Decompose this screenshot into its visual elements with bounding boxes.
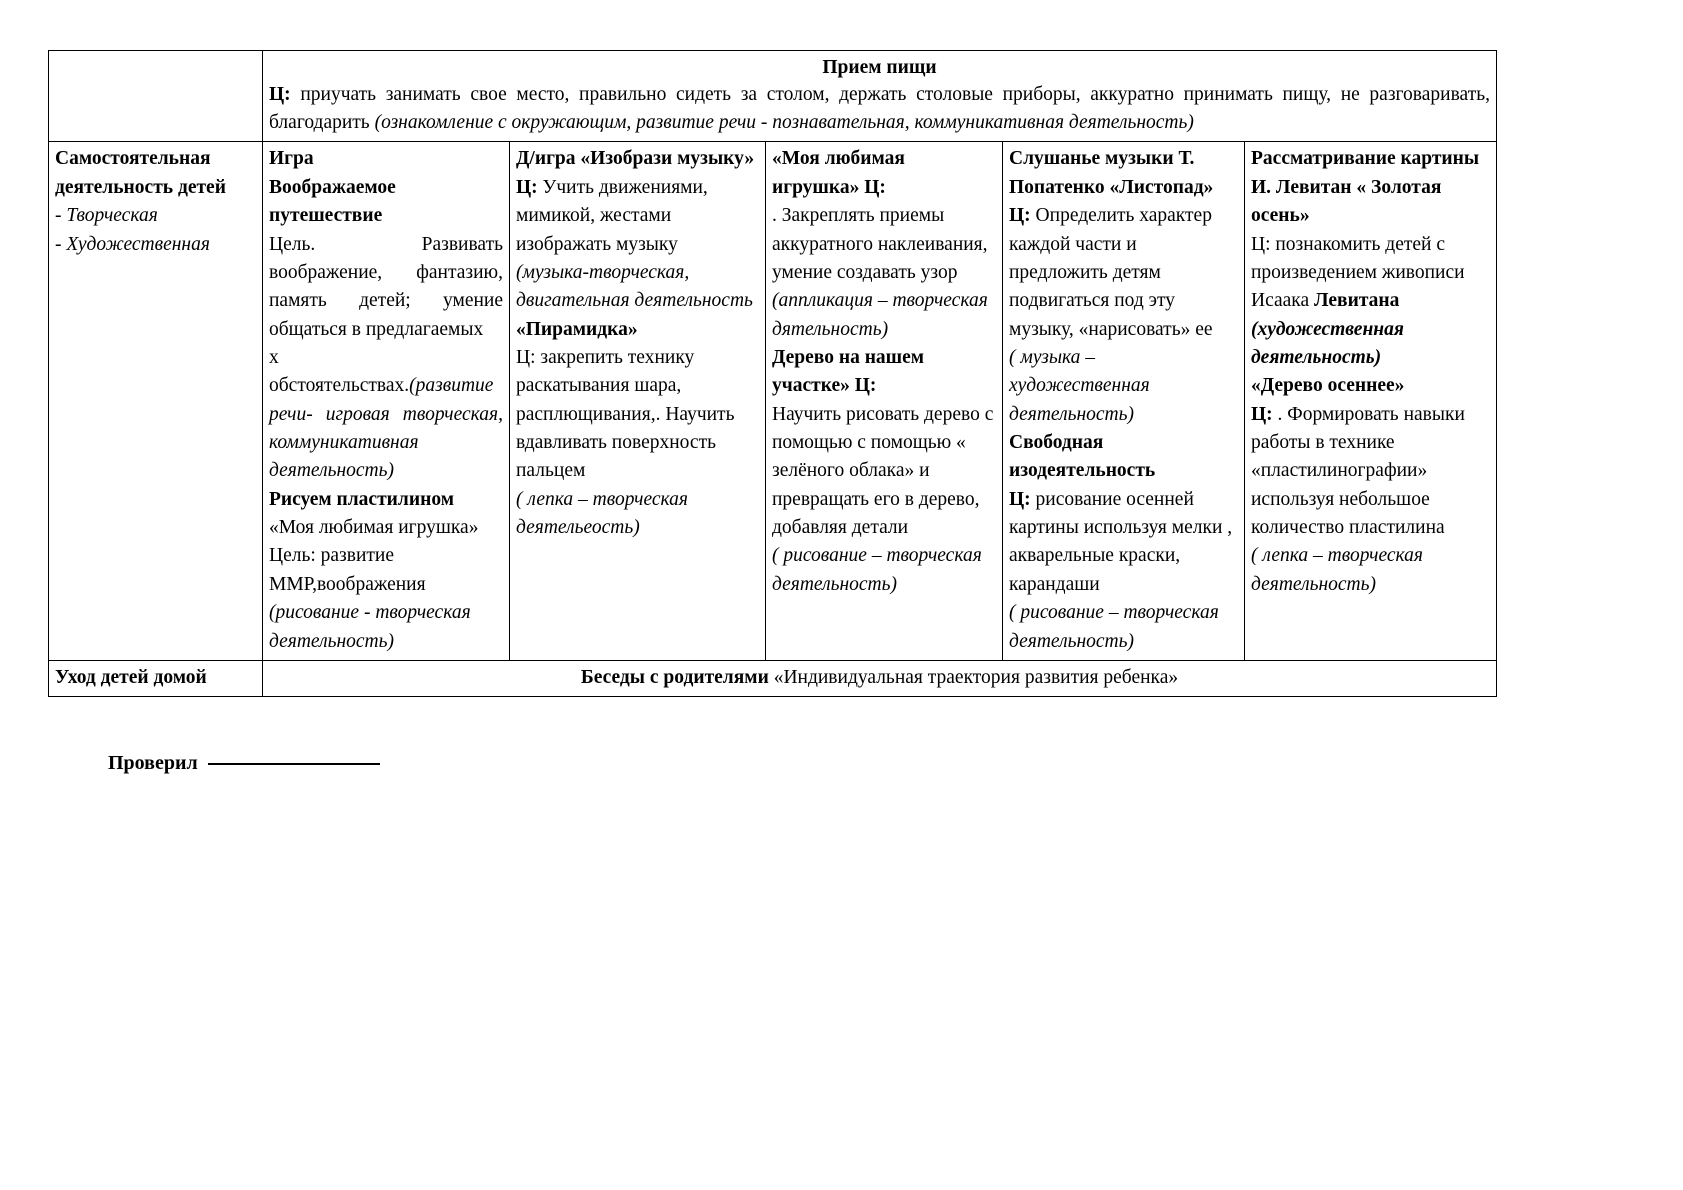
signature-label: Проверил	[108, 752, 198, 774]
going-home-normal-part: «Индивидуальная траектория развития ребенка»	[773, 666, 1179, 688]
activity-cell-favourite-toy	[766, 142, 1003, 660]
meal-goal-prefix: Ц:	[269, 84, 291, 106]
pyramid-tag: ( лепка – творческая деятельеость)	[516, 488, 688, 539]
signature-line	[108, 752, 380, 775]
listening-goal-text: Определить характер каждой части и предложить детям подвигаться под эту музыку, «нарисовать» ее	[1009, 205, 1213, 340]
pyramid-goal: Ц: закрепить технику раскатывания шара, расплющивания,. Научить вдавливать поверхность пальцем	[516, 346, 735, 482]
autumn-tree-tag: ( лепка – творческая деятельность)	[1251, 545, 1423, 595]
going-home-bold-part: Беседы с родителями	[580, 666, 774, 688]
activity-circumstances	[269, 372, 503, 485]
tree-tag: ( рисование – творческая деятельность)	[772, 545, 982, 595]
table-row-independent-activity	[49, 142, 1497, 660]
pyramid-heading: «Пирамидка»	[516, 318, 638, 340]
dgame-goal-prefix: Ц:	[516, 176, 538, 198]
dgame-goal-text: Учить движениями, мимикой, жестами изображать музыку	[516, 176, 708, 255]
painting-goal: Ц: познакомить детей с произведением живописи	[1251, 233, 1465, 283]
autumn-tree-heading: «Дерево осеннее»	[1251, 375, 1405, 397]
activity-cell-painting-review	[1245, 142, 1497, 660]
activity-cell-listening-music	[1003, 142, 1245, 660]
tree-heading: Дерево на нашем участке» Ц:	[772, 346, 925, 397]
activity-goal: Цель. Развивать воображение, фантазию, память детей; умение общаться в предлагаемых	[269, 233, 503, 340]
activity-plasticine-heading: Рисуем пластилином	[269, 488, 454, 510]
painting-author	[1251, 287, 1490, 315]
free-art-heading: Свободная изодеятельность	[1009, 432, 1156, 482]
painting-subheading: И. Левитан « Золотая осень»	[1251, 176, 1442, 227]
meal-empty-cell	[49, 51, 263, 142]
tree-goal: Научить рисовать дерево с помощью с помощью « зелёного облака» и превращать его в дерево, добавляя детали	[772, 403, 994, 539]
row-label-cell	[49, 142, 263, 660]
activity-heading: Игра	[269, 148, 314, 170]
going-home-label: Уход детей домой	[49, 660, 263, 696]
activity-cell-imaginary-trip	[263, 142, 510, 660]
painting-heading: Рассматривание картины	[1251, 148, 1480, 170]
autumn-tree-goal	[1251, 401, 1490, 543]
activity-subheading: Воображаемое путешествие	[269, 176, 396, 227]
free-art-goal-prefix: Ц:	[1009, 488, 1031, 510]
painting-tag: (художественная деятельность)	[1251, 318, 1404, 368]
activity-cell-depict-music	[510, 142, 766, 660]
daily-plan-table	[48, 50, 1497, 697]
meal-goal-italic: (ознакомление с окружающим, развитие речи - познавательная, коммуникативная деятельность)	[374, 112, 1194, 134]
dgame-goal	[516, 174, 759, 259]
painting-author-last: Левитана	[1314, 290, 1400, 312]
signature-rule[interactable]	[208, 762, 380, 765]
dgame-tag: (музыка-творческая, двигательная деятельность	[516, 261, 753, 312]
painting-author-first: Исаака	[1251, 290, 1314, 312]
row-label-sub-2: - Художественная	[55, 233, 210, 255]
listening-goal-prefix: Ц:	[1009, 205, 1031, 227]
activity-circumstances-plain: обстоятельствах.	[269, 375, 410, 397]
activity-circumstances-italic: (развитие речи- игровая творческая, коммуникативная деятельность)	[269, 375, 503, 482]
listening-goal	[1009, 202, 1238, 344]
meal-title: Прием пищи	[822, 57, 937, 78]
autumn-tree-goal-text: . Формировать навыки работы в технике «пластилинографии» используя небольшое количество пластилина	[1251, 403, 1465, 539]
row-label-sub-1: - Творческая	[55, 205, 158, 227]
favourite-toy-goal: . Закреплять приемы аккуратного наклеивания, умение создавать узор	[772, 205, 988, 283]
autumn-tree-goal-prefix: Ц:	[1251, 403, 1273, 425]
meal-description-cell	[263, 51, 1497, 142]
favourite-toy-heading: «Моя любимая игрушка» Ц:	[772, 148, 905, 198]
row-label-title: Самостоятельная деятельность детей	[55, 148, 226, 198]
table-row-going-home	[49, 660, 1497, 696]
activity-goal-cont: х	[269, 346, 279, 368]
meal-goal-body: приучать занимать свое место, правильно сидеть за столом, держать столовые приборы, аккуратно принимать пищу, не разговаривать, благодарить	[269, 84, 1490, 134]
free-art-goal	[1009, 486, 1238, 599]
activity-plasticine-tag: (рисование - творческая деятельность)	[269, 602, 471, 652]
listening-tag: ( музыка – художественная деятельность)	[1009, 346, 1150, 425]
going-home-text-cell	[263, 660, 1497, 696]
table-row-meal	[49, 51, 1497, 142]
meal-goal-text	[269, 81, 1490, 137]
listening-heading: Слушанье музыки Т. Попатенко «Листопад»	[1009, 148, 1214, 198]
dgame-heading: Д/игра «Изобрази музыку»	[516, 148, 755, 170]
free-art-tag: ( рисование – творческая деятельность)	[1009, 602, 1219, 652]
free-art-goal-text: рисование осенней картины используя мелки , акварельные краски, карандаши	[1009, 488, 1233, 595]
favourite-toy-tag: (аппликация – творческая дятельность)	[772, 290, 988, 340]
activity-plasticine-goal: «Моя любимая игрушка» Цель: развитие ММР,воображения	[269, 517, 479, 595]
